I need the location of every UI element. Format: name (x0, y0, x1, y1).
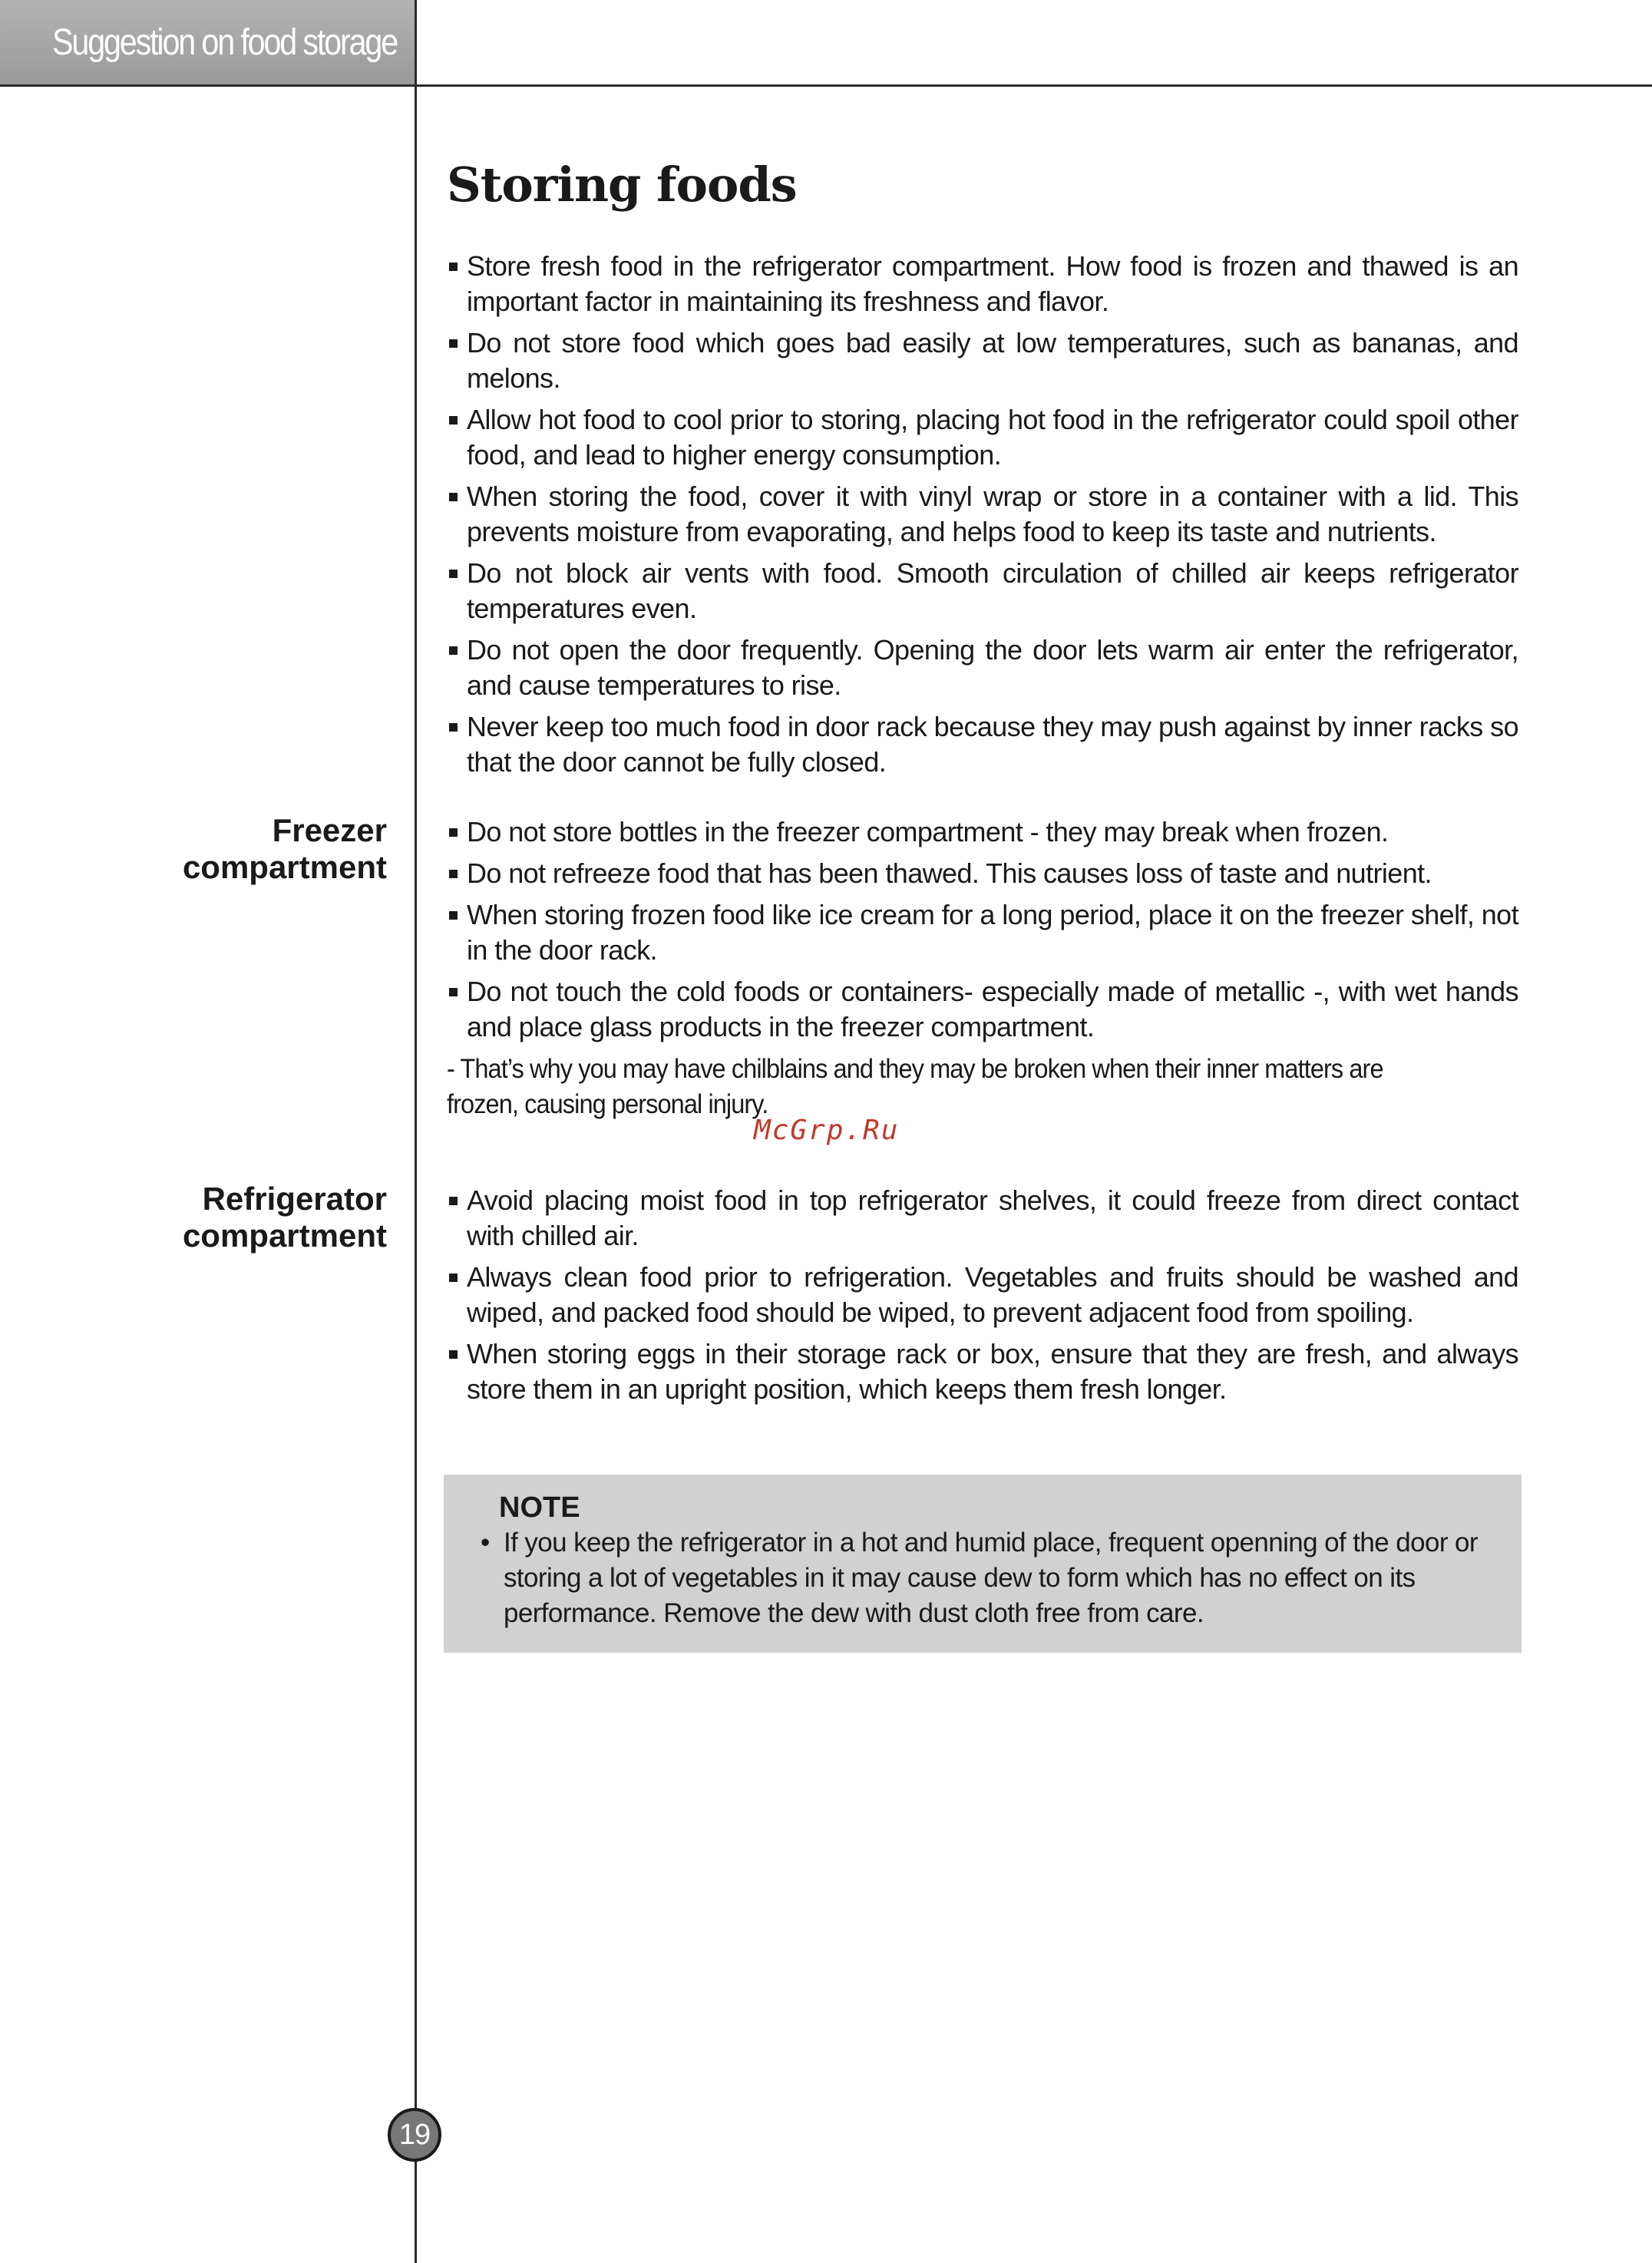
bullet-icon: • (481, 1528, 490, 1558)
general-storage-list (447, 249, 1518, 786)
note-title: NOTE (499, 1492, 580, 1524)
list-item: Do not touch the cold foods or containers- especially made of metallic -, with wet hands and place glass products in the freezer compartment. (447, 974, 1518, 1045)
list-item: When storing the food, cover it with vinyl wrap or store in a container with a lid. This prevents moisture from evaporating, and helps food to keep its taste and nutrients. (447, 479, 1518, 550)
section-title: Suggestion on food storage (52, 22, 398, 63)
refrigerator-storage-list (447, 1183, 1518, 1413)
list-item: Do not open the door frequently. Opening the door lets warm air enter the refrigerator, and cause temperatures to rise. (447, 633, 1518, 703)
list-item: Do not store food which goes bad easily at low temperatures, such as bananas, and melons. (447, 325, 1518, 396)
page-number: 19 (388, 2108, 441, 2162)
freezer-storage-list (447, 814, 1518, 1051)
list-item: When storing eggs in their storage rack or box, ensure that they are fresh, and always store them in an upright position, which keeps them fresh longer. (447, 1336, 1518, 1407)
header-divider (0, 84, 1652, 87)
list-item: Always clean food prior to refrigeration. Vegetables and fruits should be washed and wiped, and packed food should be wiped, to prevent adjacent food from spoiling. (447, 1260, 1518, 1330)
note-text: • If you keep the refrigerator in a hot and humid place, frequent openning of the door or storing a lot of vegetables in it may cause dew to form which has no effect on its performance. Remove the dew with dust cloth free from care. (465, 1525, 1491, 1631)
list-item: Do not refreeze food that has been thawed. This causes loss of taste and nutrient. (447, 856, 1518, 891)
page-title: Storing foods (447, 157, 797, 213)
list-item: Do not block air vents with food. Smooth circulation of chilled air keeps refrigerator temperatures even. (447, 556, 1518, 626)
freezer-caution-note: - That’s why you may have chilblains and they may be broken when their inner matters are frozen, causing personal injury. (447, 1054, 1383, 1119)
section-header-tab (0, 0, 415, 84)
list-item: Avoid placing moist food in top refrigerator shelves, it could freeze from direct contact with chilled air. (447, 1183, 1518, 1254)
note-box (444, 1475, 1521, 1653)
freezer-compartment-heading: Freezer compartment (182, 812, 387, 885)
list-item: When storing frozen food like ice cream for a long period, place it on the freezer shelf, not in the door rack. (447, 897, 1518, 968)
list-item: Store fresh food in the refrigerator compartment. How food is frozen and thawed is an important factor in maintaining its freshness and flavor. (447, 249, 1518, 319)
margin-divider (415, 0, 417, 2263)
list-item: Allow hot food to cool prior to storing, placing hot food in the refrigerator could spoil other food, and lead to higher energy consumption. (447, 402, 1518, 473)
list-item: Do not store bottles in the freezer compartment - they may break when frozen. (447, 814, 1518, 850)
refrigerator-compartment-heading: Refrigerator compartment (182, 1181, 387, 1254)
list-item: Never keep too much food in door rack because they may push against by inner racks so that the door cannot be fully closed. (447, 709, 1518, 780)
watermark: McGrp.Ru (754, 1115, 900, 1146)
